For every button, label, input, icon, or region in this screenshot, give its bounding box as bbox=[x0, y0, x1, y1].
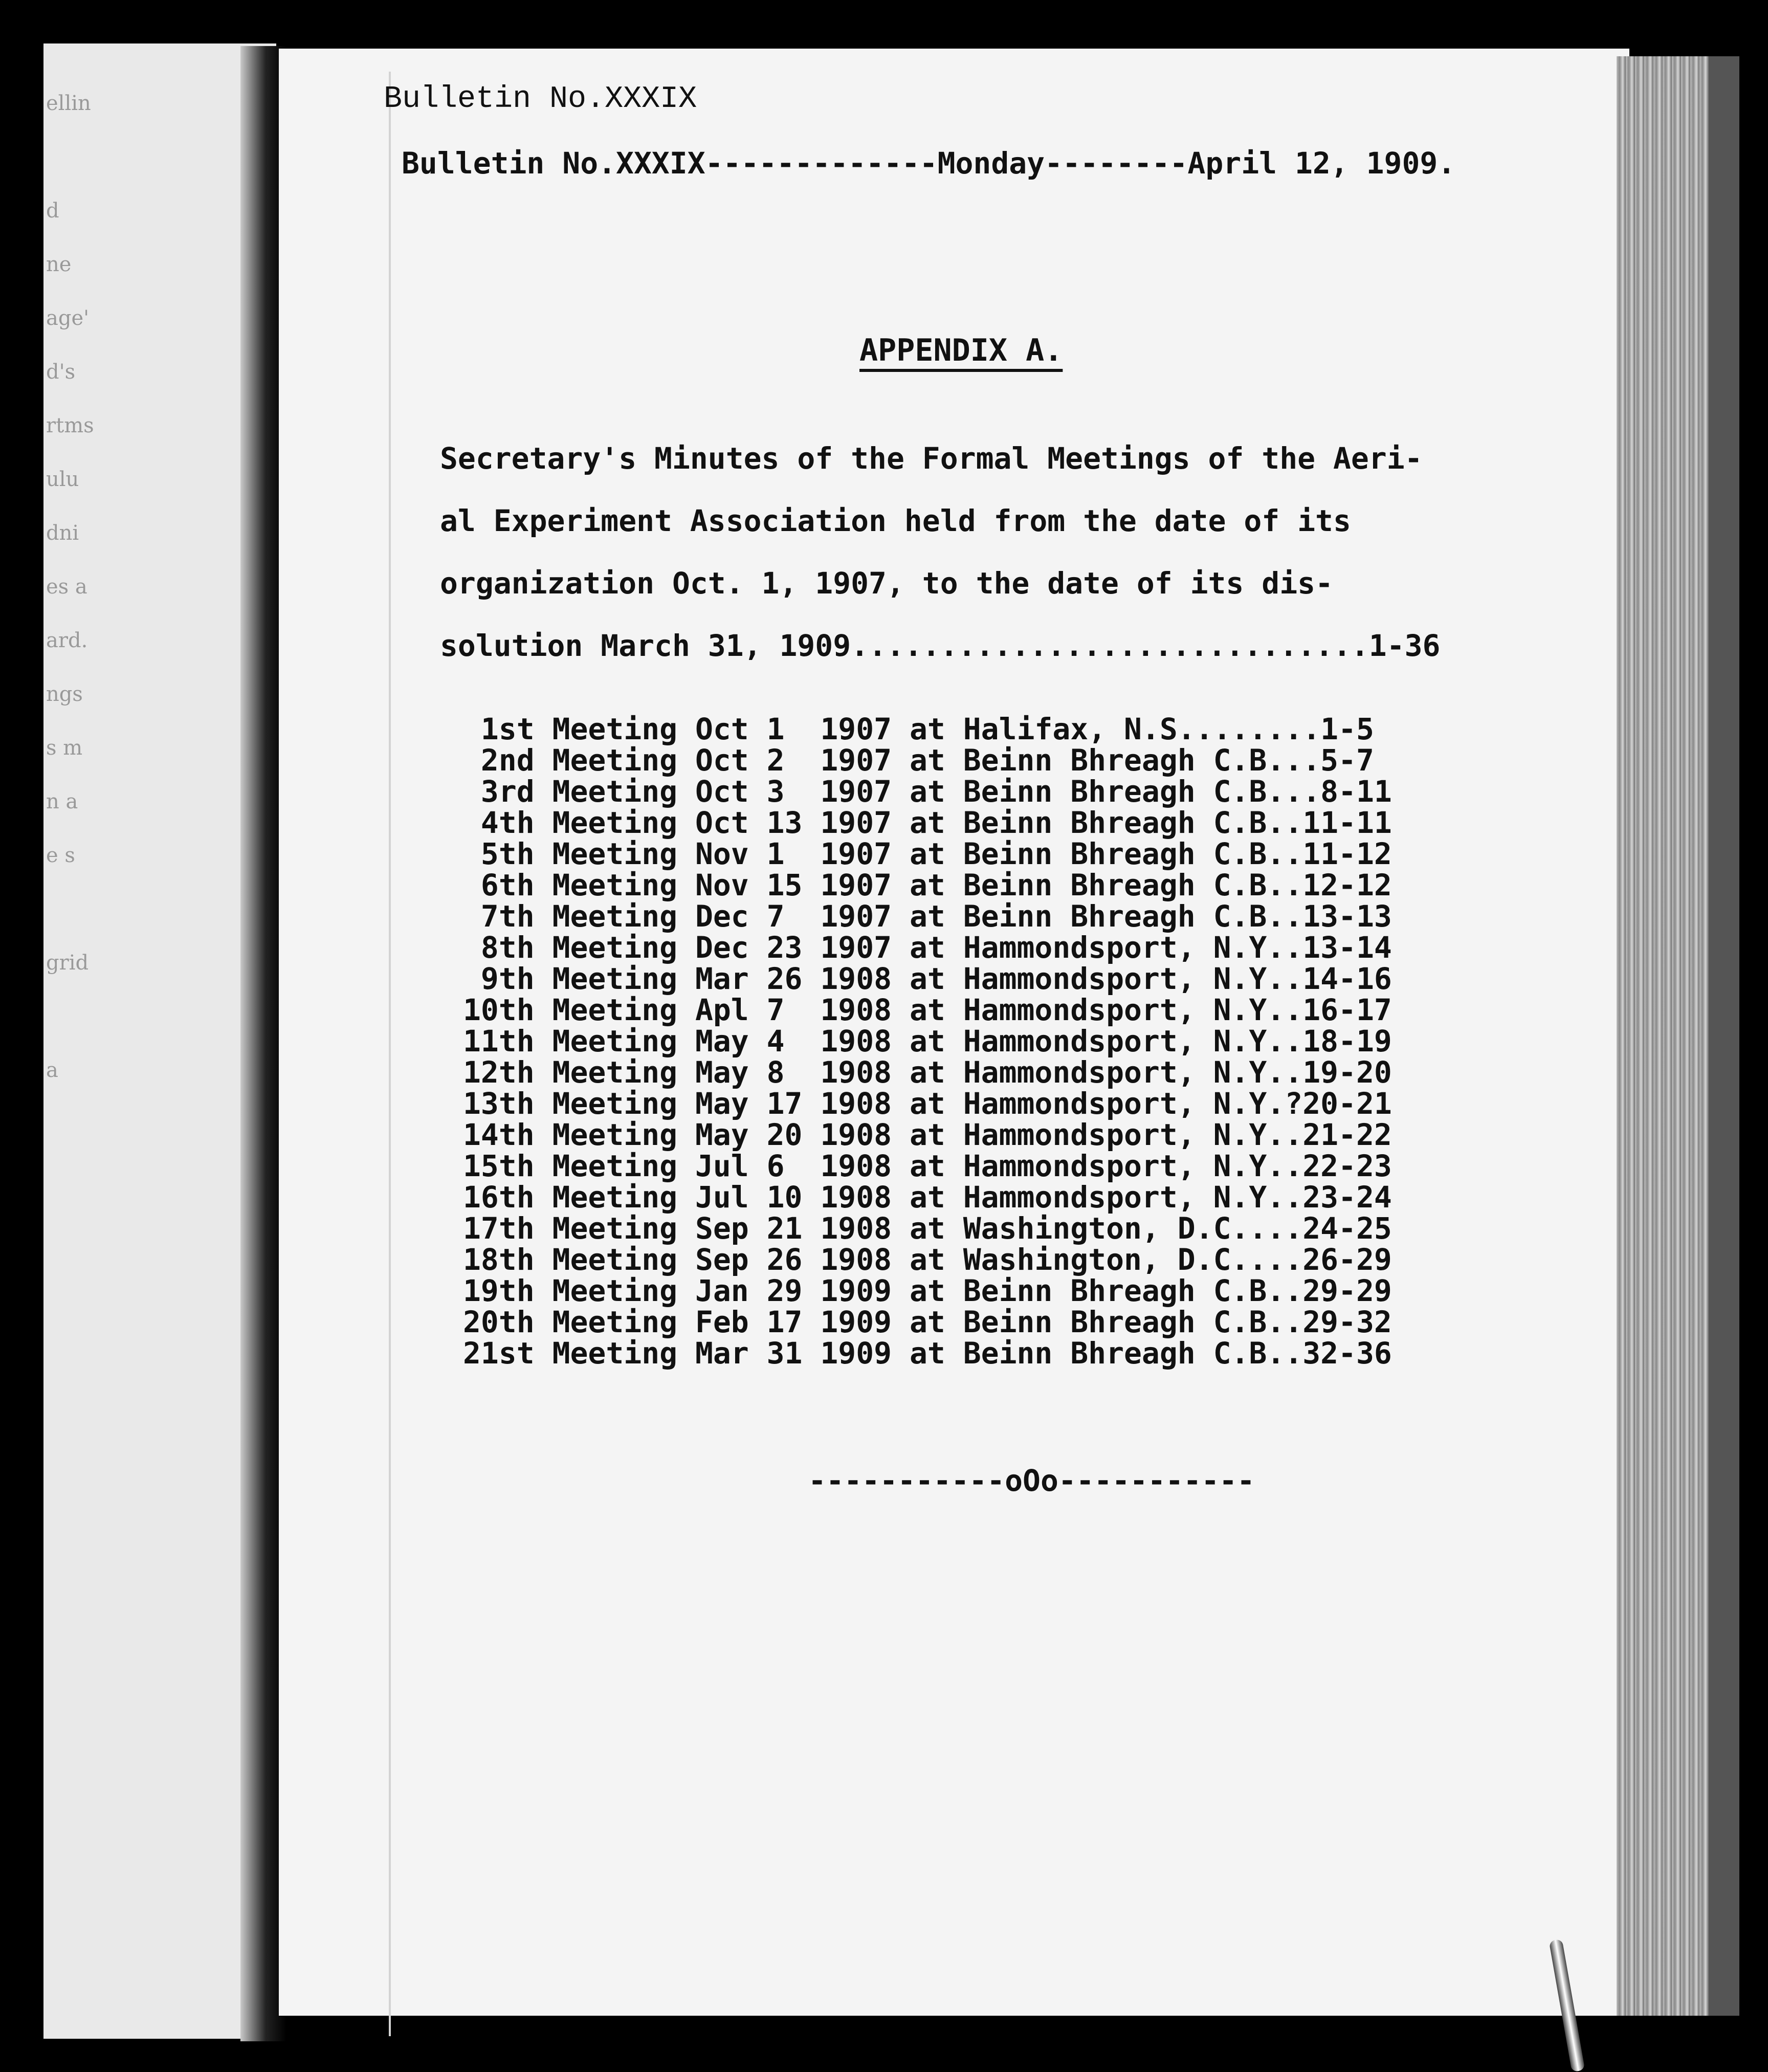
meeting-entry: 3rd Meeting Oct 3 1907 at Beinn Bhreagh C.B...8-11 bbox=[463, 774, 1392, 809]
previous-page-fragment: a bbox=[46, 1059, 58, 1082]
previous-page-fragment: age' bbox=[46, 306, 90, 330]
previous-page-fragment bbox=[46, 883, 153, 936]
meeting-entry: 2nd Meeting Oct 2 1907 at Beinn Bhreagh C.B...5-7 bbox=[463, 743, 1374, 778]
meeting-entry: 7th Meeting Dec 7 1907 at Beinn Bhreagh C.B..13-13 bbox=[463, 899, 1392, 934]
meeting-entry: 9th Meeting Mar 26 1908 at Hammondsport, N.Y..14-16 bbox=[463, 961, 1392, 996]
appendix-title: APPENDIX A. bbox=[859, 333, 1063, 368]
previous-page-fragment: ngs bbox=[46, 682, 83, 706]
appendix-intro bbox=[440, 427, 1535, 677]
meetings-list bbox=[463, 714, 1392, 1369]
meeting-entry: 21st Meeting Mar 31 1909 at Beinn Bhreagh C.B..32-36 bbox=[463, 1336, 1392, 1371]
previous-page-fragment: ne bbox=[46, 253, 72, 276]
previous-page-fragment: d's bbox=[46, 360, 76, 384]
previous-page-fragment: d bbox=[46, 199, 59, 223]
end-ornament: -----------oOo----------- bbox=[808, 1463, 1255, 1498]
page-stack-shadow bbox=[1709, 56, 1739, 2016]
previous-page-fragment bbox=[46, 990, 153, 1044]
intro-line: Secretary's Minutes of the Formal Meetings of the Aeri- bbox=[440, 441, 1423, 476]
intro-line: organization Oct. 1, 1907, to the date of its dis- bbox=[440, 566, 1333, 601]
intro-line: solution March 31, 1909.............................1-36 bbox=[440, 628, 1441, 663]
meeting-entry: 4th Meeting Oct 13 1907 at Beinn Bhreagh C.B..11-11 bbox=[463, 805, 1392, 840]
previous-page-fragment: n a bbox=[46, 790, 78, 813]
meeting-entry: 8th Meeting Dec 23 1907 at Hammondsport, N.Y..13-14 bbox=[463, 930, 1392, 965]
meeting-entry: 10th Meeting Apl 7 1908 at Hammondsport, N.Y..16-17 bbox=[463, 993, 1392, 1027]
previous-page-fragment: rtms bbox=[46, 414, 94, 437]
previous-page-fragment: es a bbox=[46, 575, 87, 599]
previous-page-fragment: ulu bbox=[46, 468, 79, 491]
bulletin-dateline: Bulletin No.XXXIX-------------Monday--------April 12, 1909. bbox=[402, 146, 1456, 181]
meeting-entry: 14th Meeting May 20 1908 at Hammondsport, N.Y..21-22 bbox=[463, 1117, 1392, 1152]
meeting-entry: 20th Meeting Feb 17 1909 at Beinn Bhreagh C.B..29-32 bbox=[463, 1305, 1392, 1339]
meeting-entry: 5th Meeting Nov 1 1907 at Beinn Bhreagh C.B..11-12 bbox=[463, 836, 1392, 871]
meeting-entry: 16th Meeting Jul 10 1908 at Hammondsport, N.Y..23-24 bbox=[463, 1180, 1392, 1215]
meeting-entry: 18th Meeting Sep 26 1908 at Washington, D.C....26-29 bbox=[463, 1242, 1392, 1277]
margin-line bbox=[389, 72, 391, 2036]
previous-page-text bbox=[46, 77, 153, 1305]
previous-page-fragment: e s bbox=[46, 844, 75, 867]
previous-page-fragment: ellin bbox=[46, 92, 91, 115]
meeting-entry: 11th Meeting May 4 1908 at Hammondsport, N.Y..18-19 bbox=[463, 1024, 1392, 1059]
previous-page-fragment: dni bbox=[46, 521, 79, 545]
meeting-entry: 15th Meeting Jul 6 1908 at Hammondsport, N.Y..22-23 bbox=[463, 1149, 1392, 1183]
meeting-entry: 17th Meeting Sep 21 1908 at Washington, D.C....24-25 bbox=[463, 1211, 1392, 1246]
previous-page-fragment: s m bbox=[46, 736, 83, 760]
previous-page-fragment bbox=[46, 130, 153, 184]
meeting-entry: 1st Meeting Oct 1 1907 at Halifax, N.S........1-5 bbox=[463, 712, 1374, 746]
meeting-entry: 6th Meeting Nov 15 1907 at Beinn Bhreagh C.B..12-12 bbox=[463, 868, 1392, 902]
bulletin-number: Bulletin No.XXXIX bbox=[384, 82, 697, 117]
previous-page-fragment: grid bbox=[46, 951, 89, 975]
meeting-entry: 19th Meeting Jan 29 1909 at Beinn Bhreagh C.B..29-29 bbox=[463, 1273, 1392, 1308]
meeting-entry: 13th Meeting May 17 1908 at Hammondsport, N.Y.?20-21 bbox=[463, 1086, 1392, 1121]
meeting-entry: 12th Meeting May 8 1908 at Hammondsport, N.Y..19-20 bbox=[463, 1055, 1392, 1090]
intro-line: al Experiment Association held from the date of its bbox=[440, 503, 1351, 538]
previous-page-fragment: ard. bbox=[46, 629, 88, 652]
